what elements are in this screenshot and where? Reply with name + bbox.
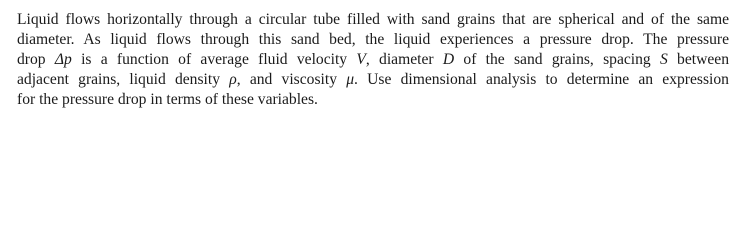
line-text: for the pressure drop in terms of these variables.	[17, 91, 318, 108]
line-text: . Use dimensional analysis to determine an expression	[354, 71, 729, 88]
line-text: , and viscosity	[236, 71, 347, 88]
problem-line-3	[17, 50, 729, 70]
math-viscosity: μ	[346, 71, 355, 88]
problem-line-5	[17, 90, 729, 110]
line-text: between	[667, 51, 730, 68]
math-diameter: D	[442, 51, 455, 68]
problem-line-2	[17, 30, 729, 50]
line-text: drop	[17, 51, 55, 68]
line-text: of the sand grains, spacing	[454, 51, 660, 68]
math-density: ρ	[229, 71, 237, 88]
problem-line-1	[17, 10, 729, 30]
line-text: Liquid flows horizontally through a circular tube filled with sand grains that are spherical and of the same	[17, 11, 729, 28]
line-text: diameter. As liquid flows through this sand bed, the liquid experiences a pressure drop. The pressure	[17, 31, 729, 48]
line-text: , diameter	[365, 51, 443, 68]
problem-line-4	[17, 70, 729, 90]
problem-statement	[17, 10, 729, 110]
math-spacing: S	[660, 51, 668, 68]
math-pressure-drop: Δp	[54, 51, 72, 68]
line-text: is a function of average fluid velocity	[71, 51, 357, 68]
math-velocity: V	[356, 51, 366, 68]
line-text: adjacent grains, liquid density	[17, 71, 230, 88]
